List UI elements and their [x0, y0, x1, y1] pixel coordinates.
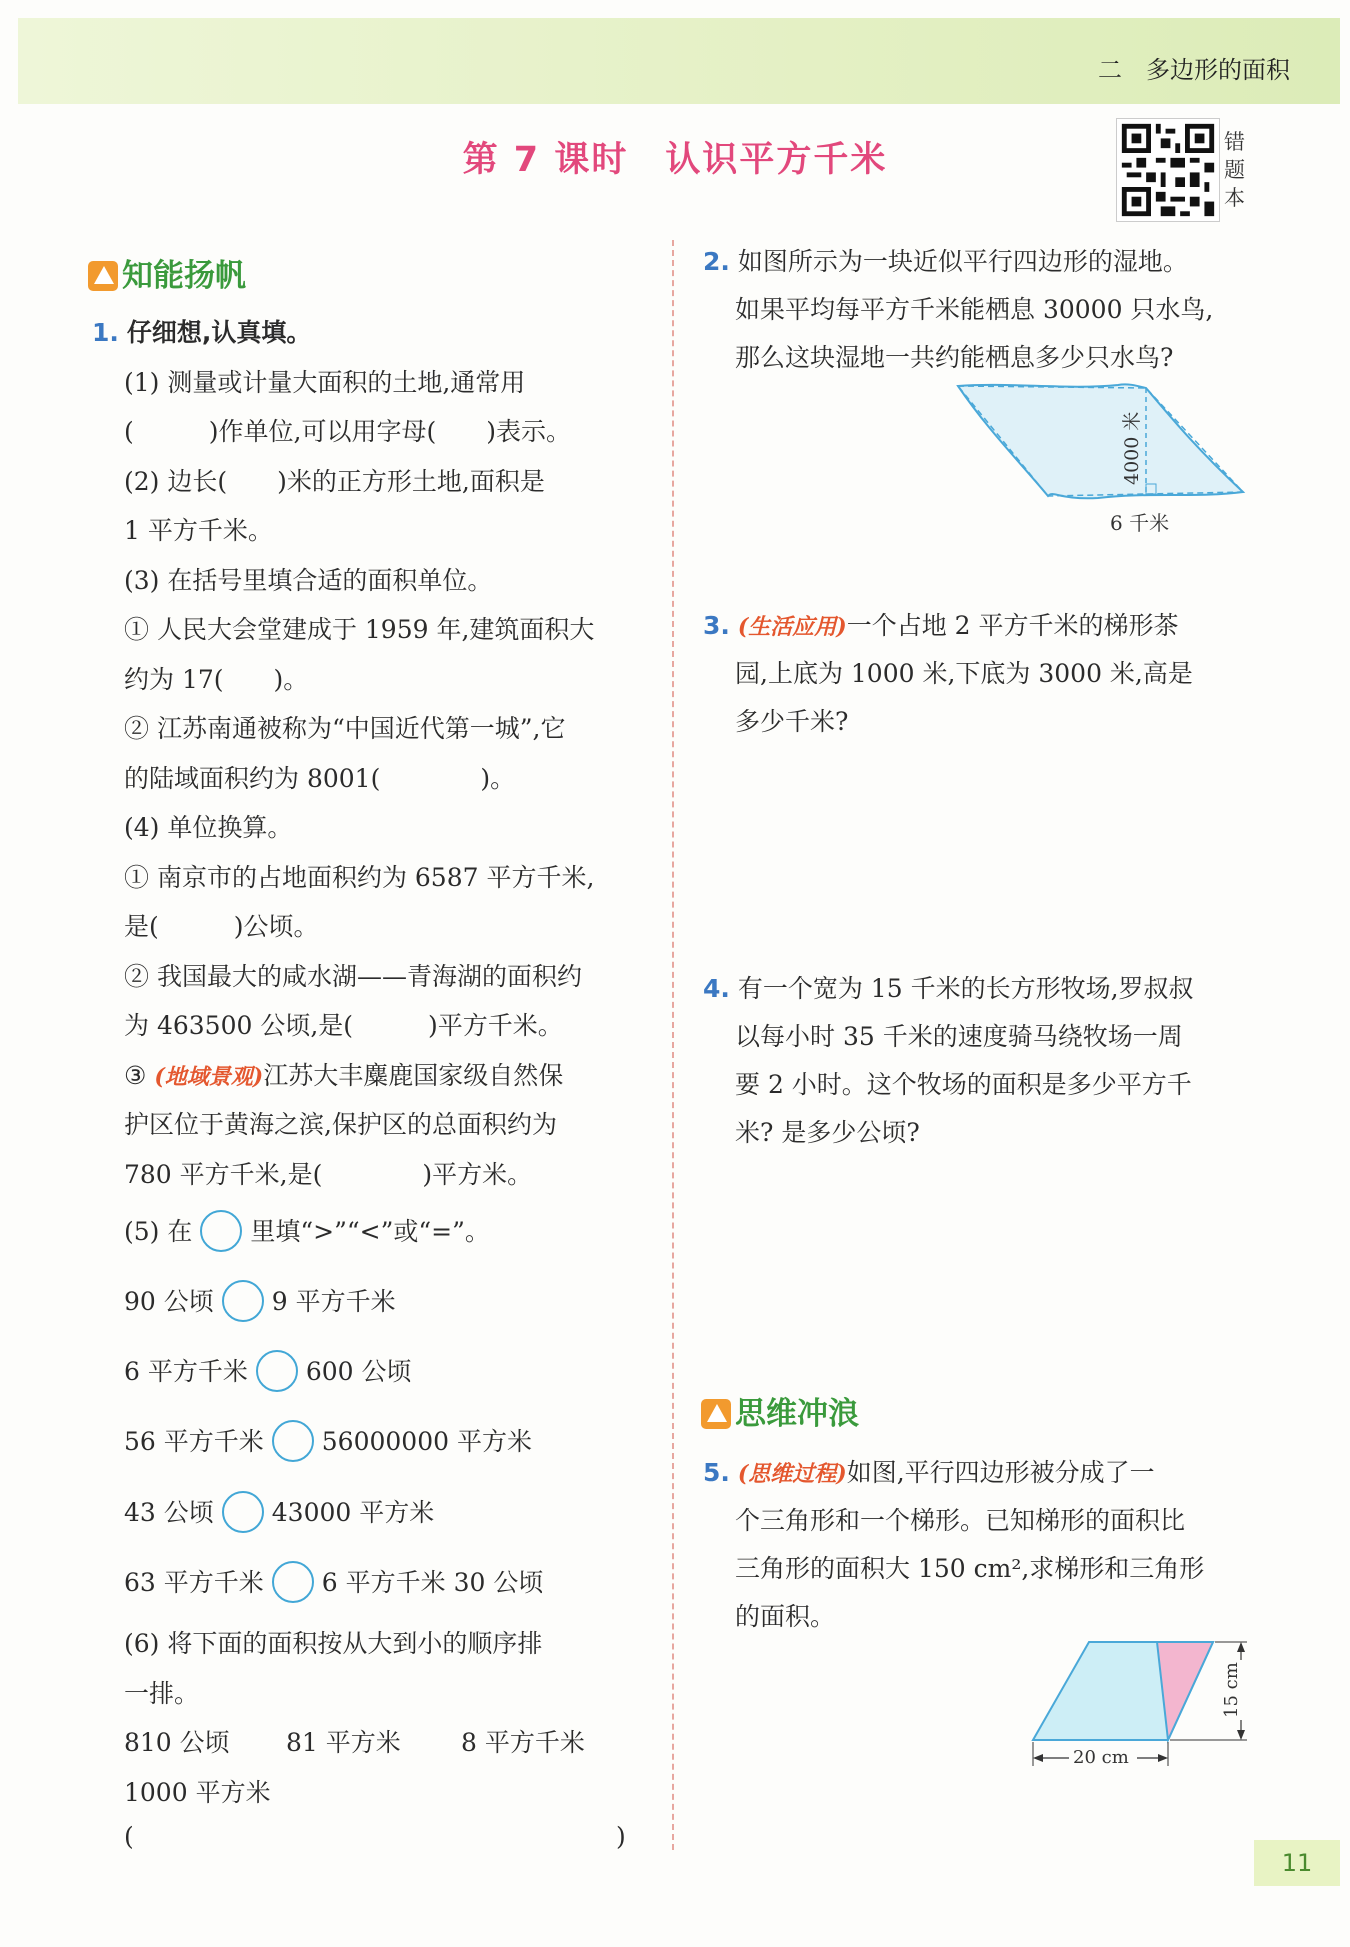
q1-p4-2b: 为 463500 公顷,是( )平方千米。 [124, 1011, 563, 1040]
compare-circle[interactable] [272, 1561, 314, 1603]
q5-line-b: 个三角形和一个梯形。已知梯形的面积比 [735, 1506, 1186, 1535]
q1-p3-1a: ① 人民大会堂建成于 1959 年,建筑面积大 [124, 615, 595, 644]
q1-p6a: (6) 将下面的面积按从大到小的顺序排 [124, 1629, 543, 1658]
height-label: 15 cm [1221, 1662, 1242, 1718]
q1-p6b: 一排。 [124, 1679, 200, 1708]
q1-title: 1. 仔细想,认真填。 [92, 318, 312, 347]
compare-circle[interactable] [222, 1491, 264, 1533]
q1-p5: (5) 在 里填“>”“<”或“=”。 [124, 1210, 490, 1252]
page-number: 11 [1254, 1840, 1340, 1886]
mistake-book-label: 错 题 本 [1224, 130, 1245, 210]
q1-p2b: 1 平方千米。 [124, 516, 273, 545]
compare-circle[interactable] [272, 1420, 314, 1462]
q1-p1b: ( )作单位,可以用字母( )表示。 [124, 417, 571, 446]
compare-row: 56 平方千米 56000000 平方米 [124, 1420, 532, 1462]
qr-code-icon[interactable] [1116, 118, 1220, 222]
wetland-height-label: 4000 米 [1121, 411, 1143, 485]
chapter-title: 二 多边形的面积 [1098, 56, 1290, 84]
q1-p3-1b: 约为 17( )。 [124, 665, 309, 694]
q5-line-a: 5. (思维过程)如图,平行四边形被分成了一 [703, 1458, 1155, 1487]
q1-p4-1a: ① 南京市的占地面积约为 6587 平方千米, [124, 863, 595, 892]
order-item: 1000 平方米 [124, 1778, 271, 1807]
q1-p4-3c: 780 平方千米,是( )平方米。 [124, 1160, 533, 1189]
compare-row: 43 公顷 43000 平方米 [124, 1491, 434, 1533]
q3-line-c: 多少千米? [735, 707, 849, 736]
q2-line-b: 如果平均每平方千米能栖息 30000 只水鸟, [735, 295, 1214, 324]
column-divider [672, 240, 674, 1850]
q1-p3-2b: 的陆域面积约为 8001( )。 [124, 764, 516, 793]
q4-line-d: 米? 是多少公顷? [735, 1118, 920, 1147]
q4-line-a: 4. 有一个宽为 15 千米的长方形牧场,罗叔叔 [703, 974, 1194, 1003]
order-item: 810 公顷 [124, 1728, 230, 1757]
q1-p4: (4) 单位换算。 [124, 813, 293, 842]
q4-line-c: 要 2 小时。这个牧场的面积是多少平方千 [735, 1070, 1192, 1099]
lesson-title: 第 7 课时 认识平方千米 [462, 140, 888, 180]
compare-row: 90 公顷 9 平方千米 [124, 1280, 396, 1322]
q1-p4-2a: ② 我国最大的咸水湖——青海湖的面积约 [124, 962, 582, 991]
q2-line-a: 2. 如图所示为一块近似平行四边形的湿地。 [703, 247, 1188, 276]
q5-line-c: 三角形的面积大 150 cm²,求梯形和三角形 [735, 1554, 1205, 1583]
q1-p4-3a: ③ (地域景观)江苏大丰麋鹿国家级自然保 [124, 1061, 564, 1090]
q1-p4-1b: 是( )公顷。 [124, 912, 319, 941]
wetland-width-label: 6 千米 [1110, 511, 1170, 535]
answer-paren-open: ( [124, 1822, 134, 1851]
q1-p2a: (2) 边长( )米的正方形土地,面积是 [124, 467, 545, 496]
parallelogram-figure [1025, 1630, 1255, 1770]
answer-circle[interactable] [200, 1210, 242, 1252]
order-item: 8 平方千米 [461, 1728, 585, 1757]
section-heading-siwei: 思维冲浪 [701, 1388, 859, 1433]
compare-row: 63 平方千米 6 平方千米 30 公顷 [124, 1561, 543, 1603]
q1-p3-2a: ② 江苏南通被称为“中国近代第一城”,它 [124, 714, 566, 743]
sail-icon [88, 261, 118, 291]
q5-line-d: 的面积。 [735, 1602, 836, 1631]
base-label: 20 cm [1073, 1747, 1129, 1768]
wetland-figure [948, 380, 1248, 540]
q1-p3: (3) 在括号里填合适的面积单位。 [124, 566, 493, 595]
order-item: 81 平方米 [286, 1728, 401, 1757]
q1-p1a: (1) 测量或计量大面积的土地,通常用 [124, 368, 526, 397]
answer-paren-close: ) [616, 1822, 626, 1851]
wave-icon [701, 1399, 731, 1429]
q3-line-b: 园,上底为 1000 米,下底为 3000 米,高是 [735, 659, 1193, 688]
q4-line-b: 以每小时 35 千米的速度骑马绕牧场一周 [735, 1022, 1183, 1051]
section-heading-zhineng: 知能扬帆 [88, 250, 246, 295]
q2-line-c: 那么这块湿地一共约能栖息多少只水鸟? [735, 343, 1174, 372]
compare-circle[interactable] [256, 1350, 298, 1392]
q1-p4-3b: 护区位于黄海之滨,保护区的总面积约为 [124, 1110, 557, 1139]
compare-row: 6 平方千米 600 公顷 [124, 1350, 412, 1392]
compare-circle[interactable] [222, 1280, 264, 1322]
q3-line-a: 3. (生活应用)一个占地 2 平方千米的梯形茶 [703, 611, 1179, 640]
